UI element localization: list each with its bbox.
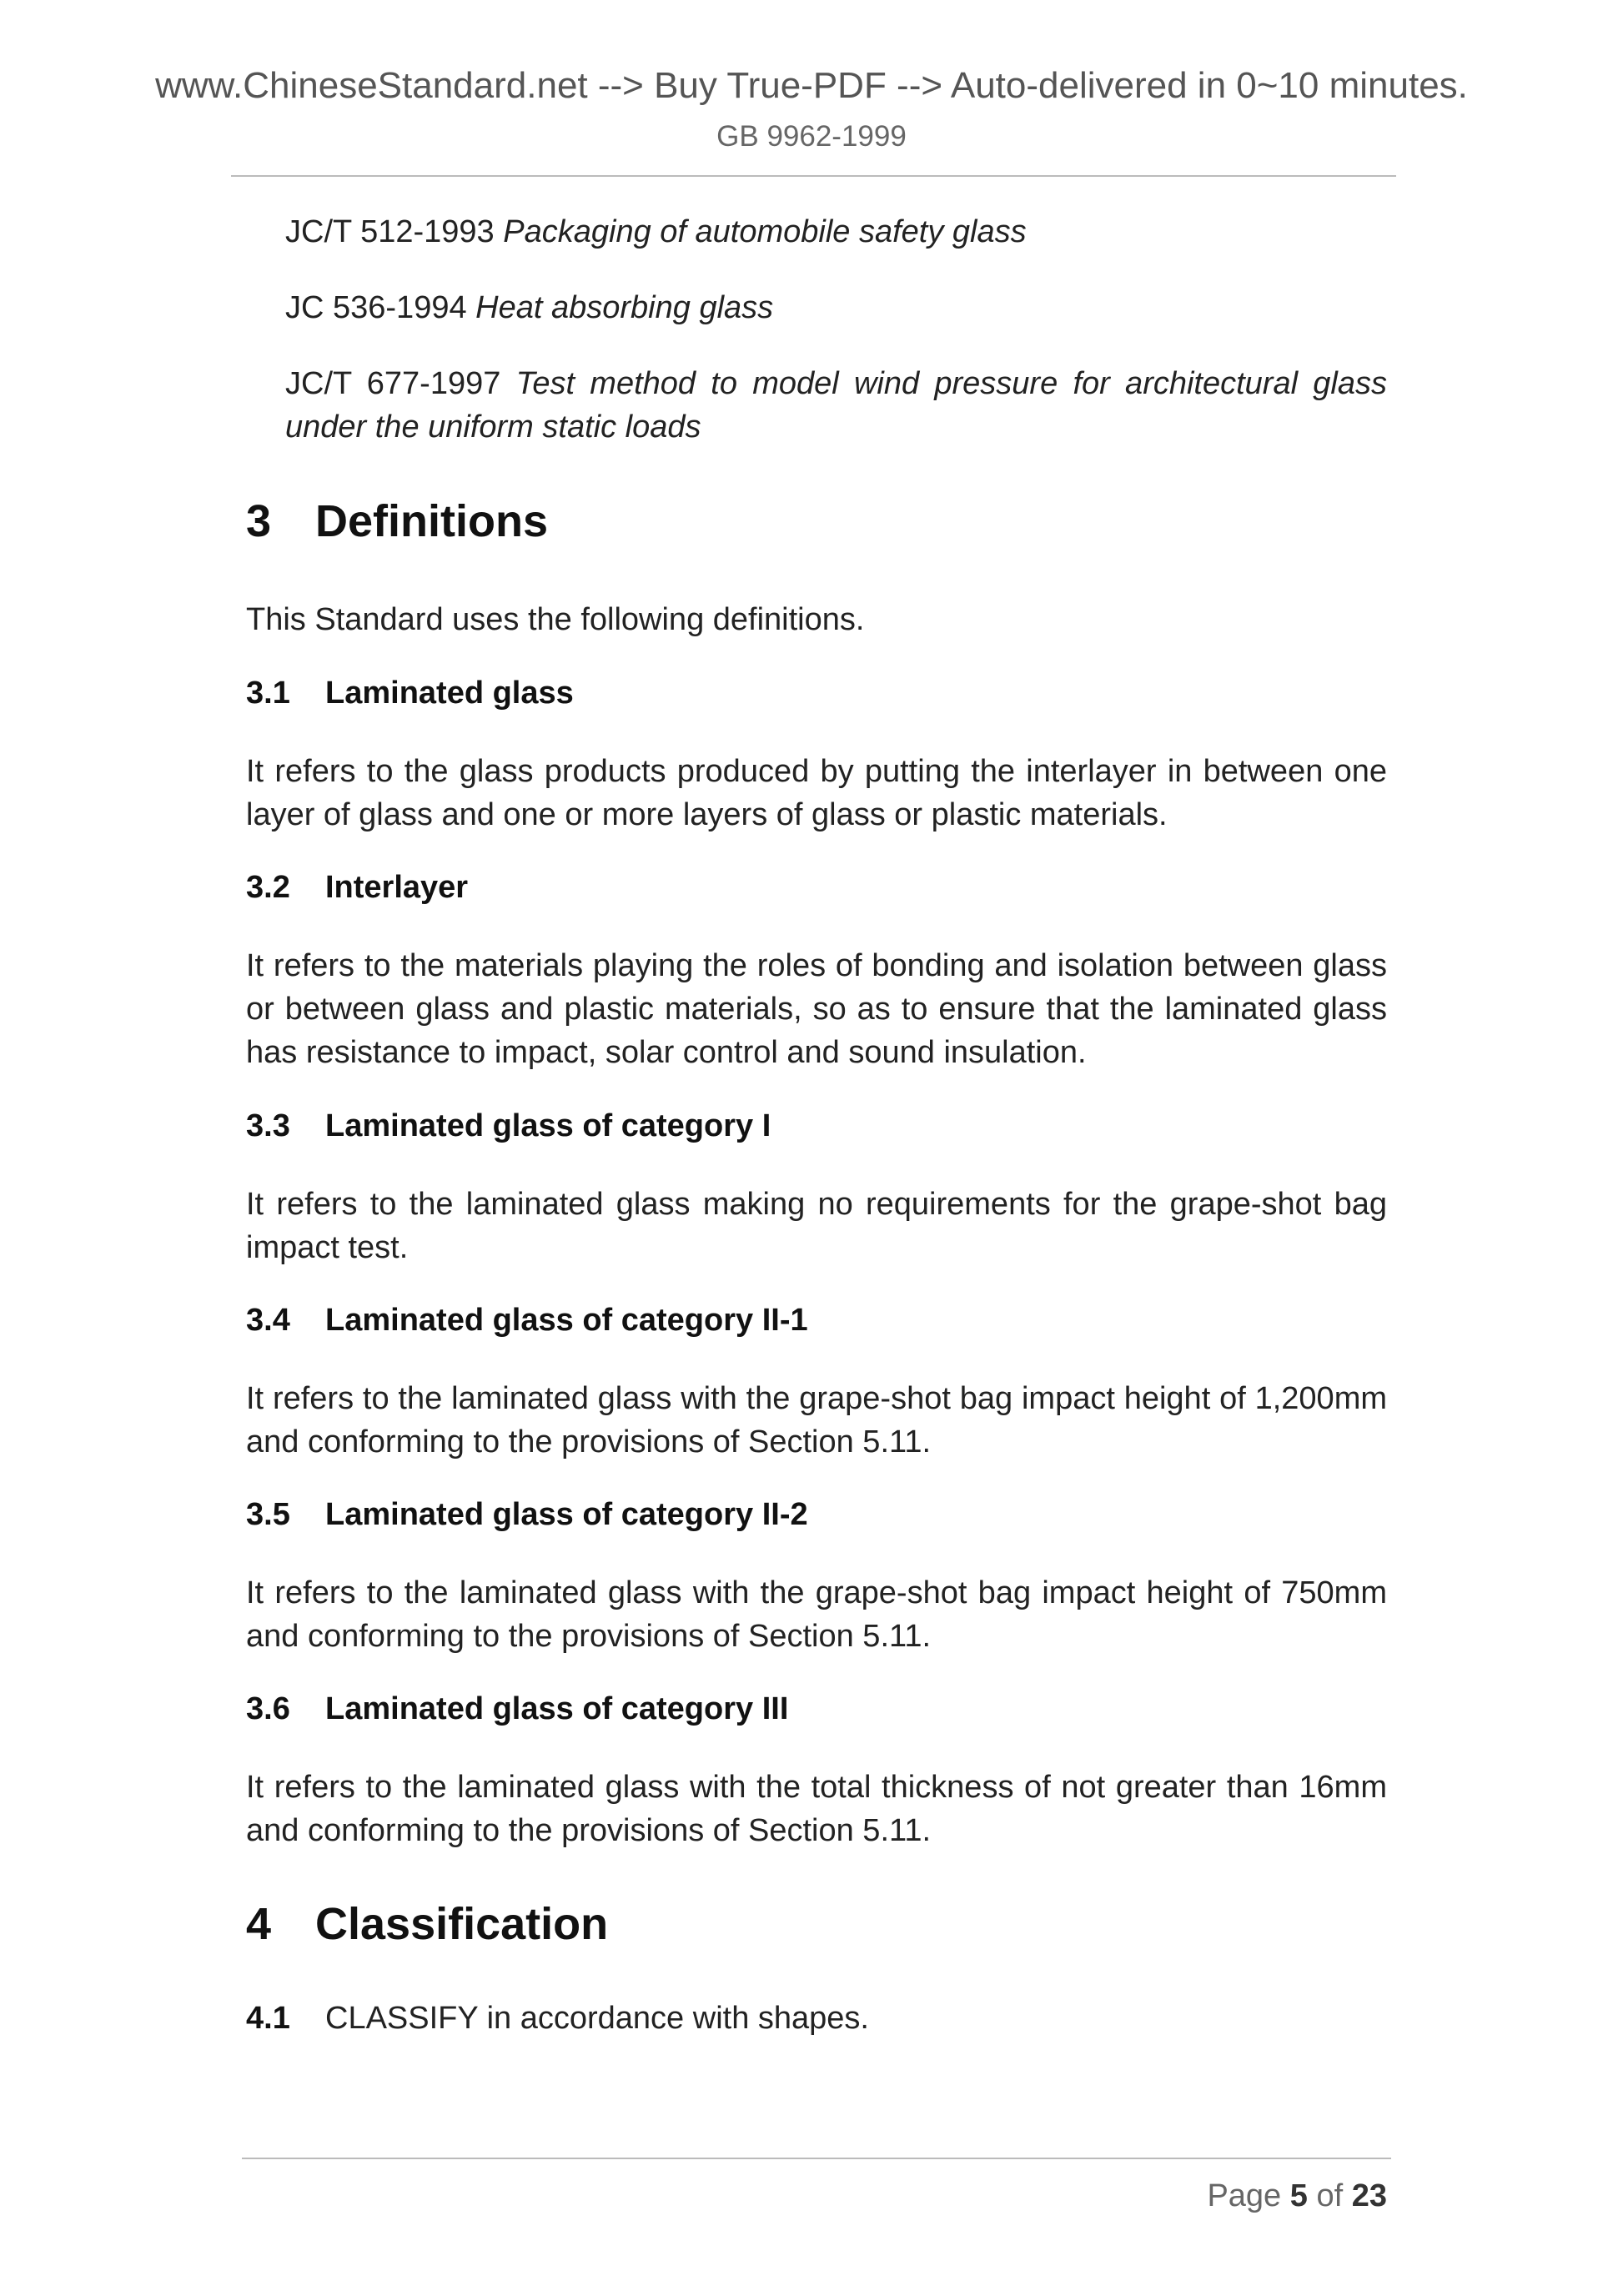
reference-code: JC/T 512-1993 — [285, 214, 495, 249]
page-current: 5 — [1289, 2178, 1308, 2213]
reference-title: Test method to model wind pressure for architectural glass under the uniform static loads — [285, 366, 1387, 445]
clause-number: 3.4 — [246, 1303, 290, 1338]
definition-text: It refers to the laminated glass with the total thickness of not greater than 16mm and conforming to the provisions of Section 5.11. — [246, 1770, 1387, 1848]
clause-term: Laminated glass of category II-2 — [325, 1497, 808, 1532]
definition-text: It refers to the laminated glass making no requirements for the grape-shot bag impact test. — [246, 1187, 1387, 1265]
reference-code: JC 536-1994 — [285, 290, 467, 325]
clause-heading — [246, 1303, 808, 1339]
clause-4-1 — [246, 2001, 869, 2037]
reference-item — [285, 210, 1387, 254]
reference-code: JC/T 677-1997 — [285, 366, 501, 401]
page-total: 23 — [1351, 2178, 1387, 2213]
standard-number: GB 9962-1999 — [716, 120, 907, 153]
section-number: 3 — [246, 496, 272, 546]
clause-heading — [246, 676, 574, 711]
clause-heading — [246, 870, 468, 906]
clause-number: 3.2 — [246, 870, 290, 905]
section-title: Definitions — [315, 496, 548, 546]
section-title: Classification — [315, 1899, 609, 1949]
clause-term: Laminated glass of category II-1 — [325, 1303, 808, 1338]
clause-number: 3.5 — [246, 1497, 290, 1532]
page-prefix: Page — [1207, 2178, 1282, 2213]
clause-term: Laminated glass of category I — [325, 1108, 771, 1143]
reference-item — [285, 286, 1387, 329]
definition-text: It refers to the laminated glass with the grape-shot bag impact height of 1,200mm and conforming to the provisions of Section 5.11. — [246, 1381, 1387, 1459]
clause-term: Laminated glass — [325, 676, 574, 711]
section-heading — [246, 495, 548, 547]
clause-number: 3.3 — [246, 1108, 290, 1143]
section-heading — [246, 1898, 608, 1950]
definition-text: It refers to the materials playing the roles of bonding and isolation between glass or between glass and plastic materials, so as to ensure that the laminated glass has resistance to impact, solar control and sound insulation. — [246, 948, 1387, 1070]
clause-number: 3.6 — [246, 1691, 290, 1726]
section-intro: This Standard uses the following definitions. — [246, 602, 865, 637]
clause-term: Laminated glass of category III — [325, 1691, 789, 1726]
clause-number: 3.1 — [246, 676, 290, 711]
header-divider — [231, 175, 1396, 177]
definition-text: It refers to the glass products produced by putting the interlayer in between one layer of glass and one or more layers of glass or plastic materials. — [246, 754, 1387, 832]
clause-heading — [246, 1108, 771, 1144]
definition-text: It refers to the laminated glass with the grape-shot bag impact height of 750mm and conforming to the provisions of Section 5.11. — [246, 1575, 1387, 1654]
reference-title: Heat absorbing glass — [475, 290, 774, 325]
clause-heading — [246, 1497, 808, 1533]
section-number: 4 — [246, 1899, 272, 1949]
clause-text: CLASSIFY in accordance with shapes. — [325, 2001, 869, 2036]
reference-title: Packaging of automobile safety glass — [503, 214, 1027, 249]
reference-item — [285, 362, 1387, 449]
site-banner[interactable]: www.ChineseStandard.net --> Buy True-PDF --> Auto-delivered in 0~10 minutes. — [155, 65, 1468, 106]
page-indicator — [1207, 2178, 1387, 2214]
clause-term: Interlayer — [325, 870, 469, 905]
footer-divider — [242, 2158, 1391, 2159]
clause-heading — [246, 1691, 788, 1727]
page-of: of — [1316, 2178, 1344, 2213]
clause-number: 4.1 — [246, 2001, 290, 2036]
